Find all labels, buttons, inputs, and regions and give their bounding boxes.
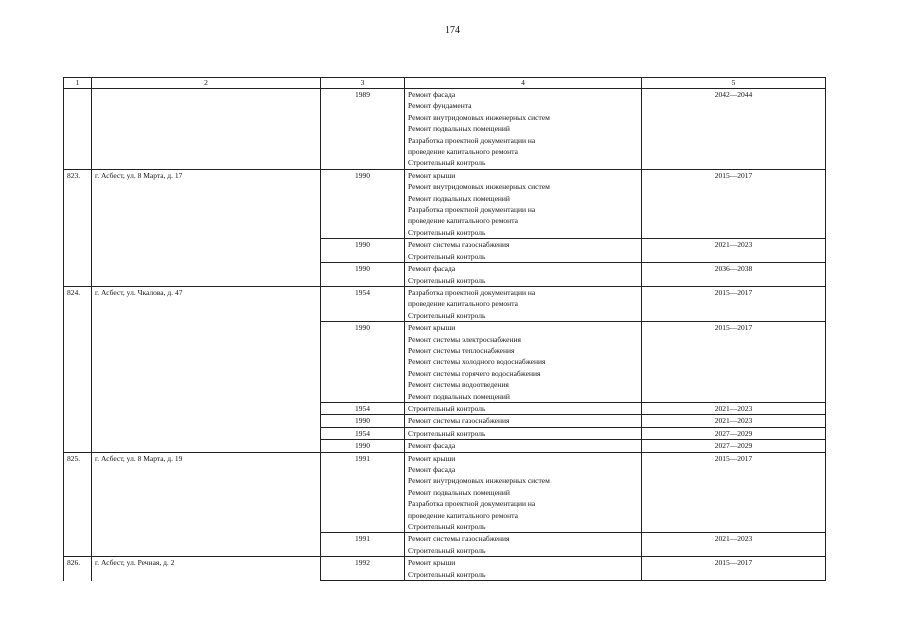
work-item: Ремонт системы газоснабжения [408, 240, 510, 250]
works-cell [405, 452, 642, 533]
address-cell: г. Асбест, ул. 8 Марта, д. 19 [92, 452, 321, 557]
work-item: Строительный контроль [408, 227, 486, 237]
period-cell: 2021—2023 [642, 415, 826, 427]
period-cell: 2042—2044 [642, 89, 826, 170]
work-item: Строительный контроль [408, 545, 486, 555]
column-header-5: 5 [642, 78, 826, 89]
work-item: Разработка проектной документации на [408, 135, 536, 145]
period-cell: 2036—2038 [642, 263, 826, 287]
page-number: 174 [445, 25, 460, 36]
entry-number-cell: 823. [64, 169, 92, 286]
table-row [64, 557, 826, 581]
year-cell: 1989 [321, 89, 405, 170]
period-cell: 2021—2023 [642, 402, 826, 414]
work-item: Ремонт системы теплоснабжения [408, 345, 515, 355]
work-item: проведение капитального ремонта [408, 510, 518, 520]
work-item: Строительный контроль [408, 403, 486, 413]
work-item: Ремонт системы электроснабжения [408, 334, 521, 344]
table-row [64, 286, 826, 321]
period-cell: 2027—2029 [642, 440, 826, 452]
works-cell [405, 415, 642, 427]
work-item: Строительный контроль [408, 569, 486, 579]
work-item: Ремонт фасада [408, 264, 456, 274]
year-cell: 1954 [321, 427, 405, 439]
work-item: Ремонт подвальных помещений [408, 487, 510, 497]
period-cell: 2015—2017 [642, 557, 826, 581]
period-cell: 2021—2023 [642, 533, 826, 557]
works-cell [405, 557, 642, 581]
table-body [64, 78, 826, 581]
works-cell [405, 402, 642, 414]
entry-number-cell [64, 89, 92, 170]
work-item: Ремонт крыши [408, 453, 456, 463]
work-item: Ремонт внутридомовых инженерных систем [408, 476, 550, 486]
period-cell: 2015—2017 [642, 286, 826, 321]
work-item: Ремонт крыши [408, 170, 456, 180]
work-item: Ремонт подвальных помещений [408, 193, 510, 203]
work-item: Строительный контроль [408, 428, 486, 438]
work-item: Ремонт системы газоснабжения [408, 534, 510, 544]
address-cell: г. Асбест, ул. 8 Марта, д. 17 [92, 169, 321, 286]
works-cell [405, 286, 642, 321]
work-item: Ремонт подвальных помещений [408, 124, 510, 134]
repair-schedule-table [63, 77, 826, 581]
work-item: Строительный контроль [408, 251, 486, 261]
works-cell [405, 169, 642, 238]
year-cell: 1990 [321, 415, 405, 427]
year-cell: 1954 [321, 286, 405, 321]
works-cell [405, 263, 642, 287]
table-row [64, 452, 826, 533]
year-cell: 1990 [321, 169, 405, 238]
column-header-2: 2 [92, 78, 321, 89]
work-item: Разработка проектной документации на [408, 205, 536, 215]
column-header-1: 1 [64, 78, 92, 89]
work-item: Ремонт фасада [408, 90, 456, 99]
works-cell [405, 533, 642, 557]
work-item: Ремонт фундамента [408, 101, 472, 111]
entry-number-cell: 826. [64, 557, 92, 581]
column-number-header-row [64, 78, 826, 89]
year-cell: 1991 [321, 533, 405, 557]
work-item: Ремонт внутридомовых инженерных систем [408, 112, 550, 122]
works-cell [405, 239, 642, 263]
column-header-3: 3 [321, 78, 405, 89]
work-item: Ремонт внутридомовых инженерных систем [408, 182, 550, 192]
year-cell: 1990 [321, 263, 405, 287]
period-cell: 2021—2023 [642, 239, 826, 263]
period-cell: 2015—2017 [642, 169, 826, 238]
column-header-4: 4 [405, 78, 642, 89]
year-cell: 1992 [321, 557, 405, 581]
works-cell [405, 89, 642, 170]
work-item: Строительный контроль [408, 158, 486, 168]
year-cell: 1991 [321, 452, 405, 533]
table-row [64, 169, 826, 238]
year-cell: 1954 [321, 402, 405, 414]
year-cell: 1990 [321, 322, 405, 403]
work-item: Ремонт подвальных помещений [408, 391, 510, 401]
work-item: Ремонт системы горячего водоснабжения [408, 368, 541, 378]
address-cell [92, 89, 321, 170]
year-cell: 1990 [321, 239, 405, 263]
entry-number-cell: 825. [64, 452, 92, 557]
work-item: Ремонт фасада [408, 441, 456, 451]
work-item: проведение капитального ремонта [408, 299, 518, 309]
address-cell: г. Асбест, ул. Речная, д. 2 [92, 557, 321, 581]
work-item: проведение капитального ремонта [408, 216, 518, 226]
work-item: Ремонт системы водоотведения [408, 380, 509, 390]
period-cell: 2015—2017 [642, 452, 826, 533]
work-item: Строительный контроль [408, 522, 486, 532]
work-item: Ремонт крыши [408, 323, 456, 333]
entry-number-cell: 824. [64, 286, 92, 452]
work-item: Ремонт крыши [408, 558, 456, 568]
work-item: Ремонт фасада [408, 465, 456, 474]
work-item: Разработка проектной документации на [408, 287, 536, 297]
works-cell [405, 440, 642, 452]
period-cell: 2027—2029 [642, 427, 826, 439]
works-cell [405, 322, 642, 403]
year-cell: 1990 [321, 440, 405, 452]
work-item: Ремонт системы газоснабжения [408, 416, 510, 426]
period-cell: 2015—2017 [642, 322, 826, 403]
works-cell [405, 427, 642, 439]
work-item: Разработка проектной документации на [408, 499, 536, 509]
continuation-row [64, 89, 826, 170]
work-item: Строительный контроль [408, 275, 486, 285]
work-item: Ремонт системы холодного водоснабжения [408, 357, 546, 367]
work-item: проведение капитального ремонта [408, 147, 518, 157]
work-item: Строительный контроль [408, 310, 486, 320]
address-cell: г. Асбест, ул. Чкалова, д. 47 [92, 286, 321, 452]
